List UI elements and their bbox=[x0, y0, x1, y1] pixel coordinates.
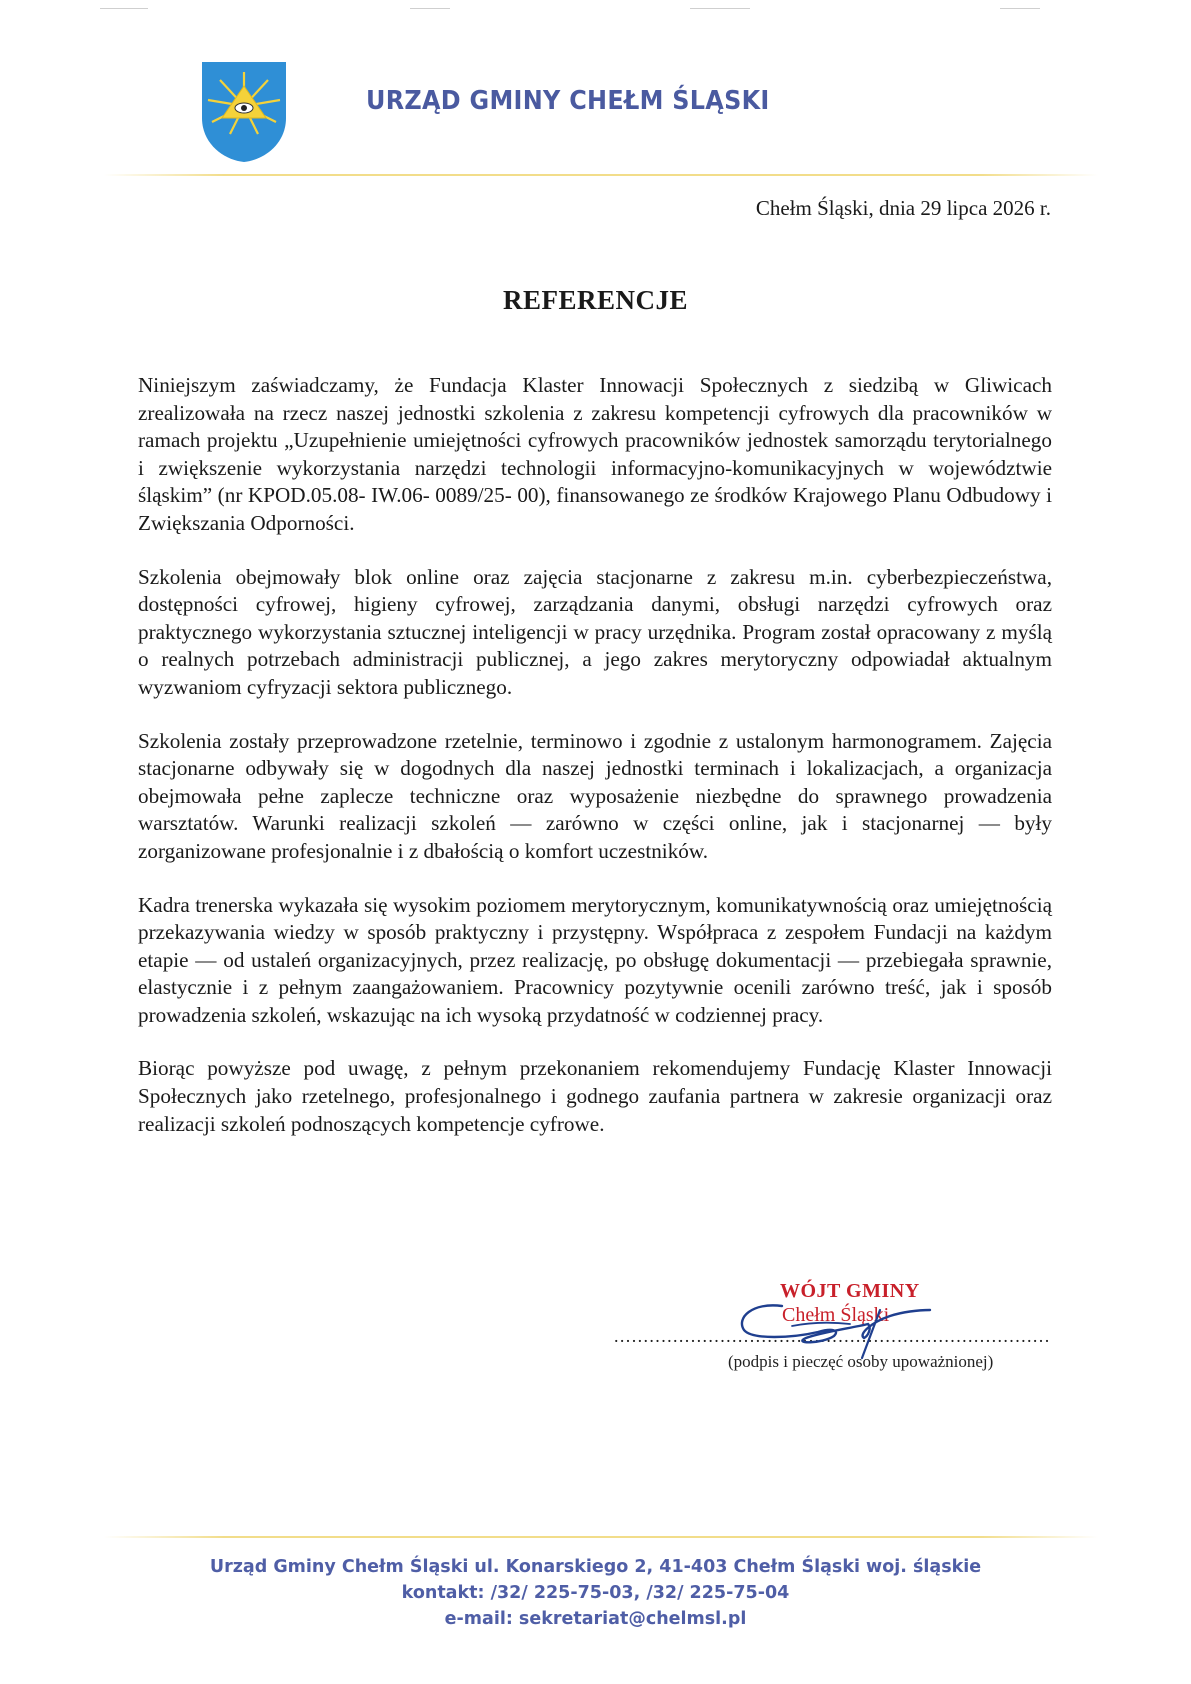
footer-contact bbox=[0, 1554, 1191, 1632]
letter-body bbox=[138, 372, 1052, 1164]
coat-of-arms-icon bbox=[200, 60, 288, 164]
scan-artifact bbox=[1000, 8, 1040, 9]
stamp-line: WÓJT GMINY bbox=[780, 1280, 920, 1302]
footer-email: e-mail: sekretariat@chelmsl.pl bbox=[444, 1609, 747, 1629]
paragraph: Biorąc powyższe pod uwagę, z pełnym przekonaniem rekomendujemy Fundację Klaster Innowacji Społecznych jako rzetelnego, profesjonalnego i godnego zaufania partnera w zakresie organizacji oraz realizacji szkoleń podnoszących kompetencje cyfrowe. bbox=[138, 1056, 1052, 1136]
signature-line: .......................................................................... bbox=[614, 1326, 1051, 1346]
signature-caption: (podpis i pieczęć osoby upoważnionej) bbox=[728, 1352, 994, 1371]
footer-divider bbox=[104, 1536, 1098, 1538]
footer-phone: kontakt: /32/ 225-75-03, /32/ 225-75-04 bbox=[401, 1583, 790, 1603]
paragraph: Szkolenia obejmowały blok online oraz zajęcia stacjonarne z zakresu m.in. cyberbezpieczeństwa, dostępności cyfrowej, higieny cyfrowej, zarządzania danymi, obsługi narzędzi cyfrowych oraz praktycznego wykorzystania sztucznej inteligencji w pracy urzędnika. Program został opracowany z myślą o realnych potrzebach administracji publicznej, a jego zakres merytoryczny odpowiadał aktualnym wyzwaniom cyfryzacji sektora publicznego. bbox=[138, 564, 1052, 699]
stamp-line: Chełm Śląski bbox=[782, 1304, 890, 1326]
scan-artifact bbox=[410, 8, 450, 9]
scan-artifact bbox=[690, 8, 750, 9]
paragraph: Niniejszym zaświadczamy, że Fundacja Klaster Innowacji Społecznych z siedzibą w Gliwicach zrealizowała na rzecz naszej jednostki szkolenia z zakresu kompetencji cyfrowych dla pracowników w ramach projektu „Uzupełnienie umiejętności cyfrowych pracowników jednostek samorządu terytorialnego i zwiększenie wykorzystania narzędzi technologii informacyjno-komunikacyjnych w województwie śląskim” (nr KPOD.05.08- IW.06- 0089/25- 00), finansowanego ze środków Krajowego Planu Odbudowy i Zwiększania Odporności. bbox=[138, 373, 1052, 535]
footer-address: Urząd Gminy Chełm Śląski ul. Konarskiego 2, 41-403 Chełm Śląski woj. śląskie bbox=[209, 1557, 982, 1577]
handwritten-signature bbox=[722, 1288, 952, 1362]
scan-artifact bbox=[100, 8, 148, 9]
paragraph: Kadra trenerska wykazała się wysokim poziomem merytorycznym, komunikatywnością oraz umiejętnością przekazywania wiedzy w sposób praktyczny i przystępny. Współpraca z zespołem Fundacji na każdym etapie — od ustaleń organizacyjnych, przez realizację, po obsługę dokumentacji — przebiegała sprawnie, elastycznie i z pełnym zaangażowaniem. Pracownicy pozytywnie ocenili zarówno treść, jak i sposób prowadzenia szkoleń, wskazując na ich wysoką przydatność w codziennej pracy. bbox=[138, 892, 1052, 1027]
paragraph: Szkolenia zostały przeprowadzone rzetelnie, terminowo i zgodnie z ustalonym harmonogramem. Zajęcia stacjonarne odbywały się w dogodnych dla naszej jednostki terminach i lokalizacjach, a organizacja obejmowała pełne zaplecze techniczne oraz wyposażenie niezbędne do sprawnego prowadzenia warsztatów. Warunki realizacji szkoleń — zarówno w części online, jak i stacjonarnej — były zorganizowane profesjonalnie i z dbałością o komfort uczestników. bbox=[138, 728, 1052, 863]
office-name: URZĄD GMINY CHEŁM ŚLĄSKI bbox=[366, 86, 770, 116]
document-title: REFERENCJE bbox=[502, 285, 689, 315]
header-divider bbox=[104, 174, 1098, 176]
date-line: Chełm Śląski, dnia 29 lipca 2026 r. bbox=[755, 196, 1051, 220]
